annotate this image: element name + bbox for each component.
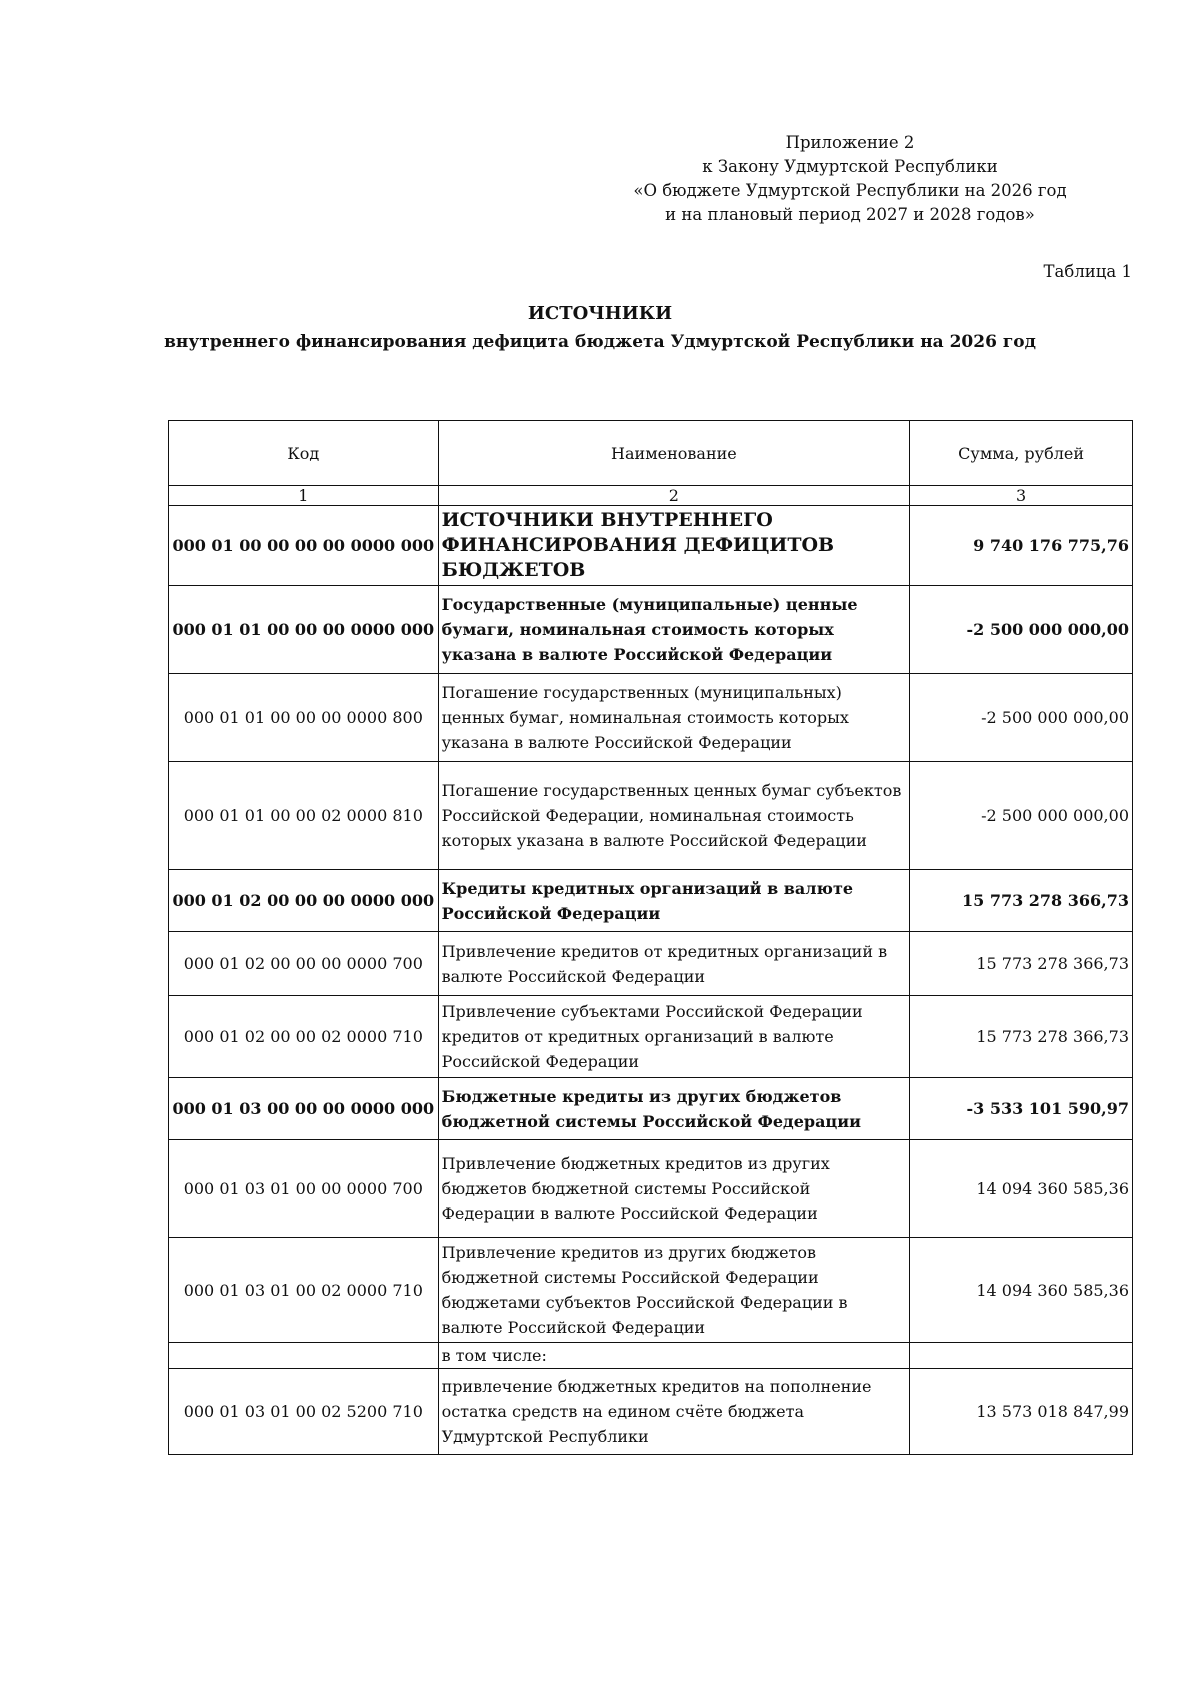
row-sum: 15 773 278 366,73 (910, 996, 1133, 1078)
row-name: Привлечение кредитов из других бюджетов бюджетной системы Российской Федерации бюджетами субъектов Российской Федерации в валюте Российской Федерации (438, 1238, 910, 1343)
row-name: Государственные (муниципальные) ценные бумаги, номинальная стоимость которых указана в валюте Российской Федерации (438, 586, 910, 674)
row-sum: -2 500 000 000,00 (910, 674, 1133, 762)
row-name: Бюджетные кредиты из других бюджетов бюджетной системы Российской Федерации (438, 1078, 910, 1140)
row-sum: 13 573 018 847,99 (910, 1369, 1133, 1455)
table-row (169, 1140, 1133, 1238)
row-code: 000 01 01 00 00 00 0000 000 (169, 586, 439, 674)
row-sum: 15 773 278 366,73 (910, 870, 1133, 932)
sources-table (168, 420, 1133, 1455)
row-code: 000 01 03 01 00 02 0000 710 (169, 1238, 439, 1343)
column-number-row (169, 486, 1133, 506)
table-row (169, 762, 1133, 870)
column-number: 2 (438, 486, 910, 506)
row-code: 000 01 02 00 00 02 0000 710 (169, 996, 439, 1078)
row-sum: 9 740 176 775,76 (910, 506, 1133, 586)
column-header-sum: Сумма, рублей (910, 421, 1133, 486)
table-row (169, 1369, 1133, 1455)
row-name: Привлечение бюджетных кредитов из других бюджетов бюджетной системы Российской Федерации в валюте Российской Федерации (438, 1140, 910, 1238)
table-row (169, 996, 1133, 1078)
title-subtitle: внутреннего финансирования дефицита бюджета Удмуртской Республики на 2026 год (164, 332, 1036, 352)
row-code: 000 01 01 00 00 02 0000 810 (169, 762, 439, 870)
row-sum: -2 500 000 000,00 (910, 762, 1133, 870)
row-name: Привлечение субъектами Российской Федерации кредитов от кредитных организаций в валюте Российской Федерации (438, 996, 910, 1078)
row-sum: -3 533 101 590,97 (910, 1078, 1133, 1140)
table-row (169, 674, 1133, 762)
row-code: 000 01 02 00 00 00 0000 000 (169, 870, 439, 932)
appendix-note (600, 131, 1100, 227)
column-header-code: Код (169, 421, 439, 486)
column-header-name: Наименование (438, 421, 910, 486)
row-code (169, 1343, 439, 1369)
row-code: 000 01 03 00 00 00 0000 000 (169, 1078, 439, 1140)
table-header-row (169, 421, 1133, 486)
column-number: 1 (169, 486, 439, 506)
table-row (169, 506, 1133, 586)
row-code: 000 01 03 01 00 00 0000 700 (169, 1140, 439, 1238)
row-code: 000 01 03 01 00 02 5200 710 (169, 1369, 439, 1455)
row-name: Кредиты кредитных организаций в валюте Российской Федерации (438, 870, 910, 932)
column-number: 3 (910, 486, 1133, 506)
table-row (169, 1343, 1133, 1369)
row-code: 000 01 01 00 00 00 0000 800 (169, 674, 439, 762)
row-code: 000 01 00 00 00 00 0000 000 (169, 506, 439, 586)
appendix-line: Приложение 2 (785, 133, 915, 152)
table-number: Таблица 1 (1043, 262, 1132, 281)
title-main: ИСТОЧНИКИ (527, 303, 673, 324)
row-name: привлечение бюджетных кредитов на пополнение остатка средств на едином счёте бюджета Удмуртской Республики (438, 1369, 910, 1455)
row-name: Погашение государственных (муниципальных) ценных бумаг, номинальная стоимость которых указана в валюте Российской Федерации (438, 674, 910, 762)
row-name: ИСТОЧНИКИ ВНУТРЕННЕГО ФИНАНСИРОВАНИЯ ДЕФИЦИТОВ БЮДЖЕТОВ (438, 506, 910, 586)
row-name: Привлечение кредитов от кредитных организаций в валюте Российской Федерации (438, 932, 910, 996)
appendix-line: и на плановый период 2027 и 2028 годов» (665, 205, 1035, 224)
table-row (169, 870, 1133, 932)
row-sum (910, 1343, 1133, 1369)
row-sum: 15 773 278 366,73 (910, 932, 1133, 996)
appendix-line: «О бюджете Удмуртской Республики на 2026 год (633, 181, 1067, 200)
table-row (169, 932, 1133, 996)
row-sum: 14 094 360 585,36 (910, 1238, 1133, 1343)
table-row (169, 586, 1133, 674)
row-sum: 14 094 360 585,36 (910, 1140, 1133, 1238)
appendix-line: к Закону Удмуртской Республики (702, 157, 998, 176)
row-code: 000 01 02 00 00 00 0000 700 (169, 932, 439, 996)
table-row (169, 1238, 1133, 1343)
document-title (0, 300, 1200, 356)
row-sum: -2 500 000 000,00 (910, 586, 1133, 674)
row-name: в том числе: (438, 1343, 910, 1369)
table-row (169, 1078, 1133, 1140)
row-name: Погашение государственных ценных бумаг субъектов Российской Федерации, номинальная стоимость которых указана в валюте Российской Федерации (438, 762, 910, 870)
